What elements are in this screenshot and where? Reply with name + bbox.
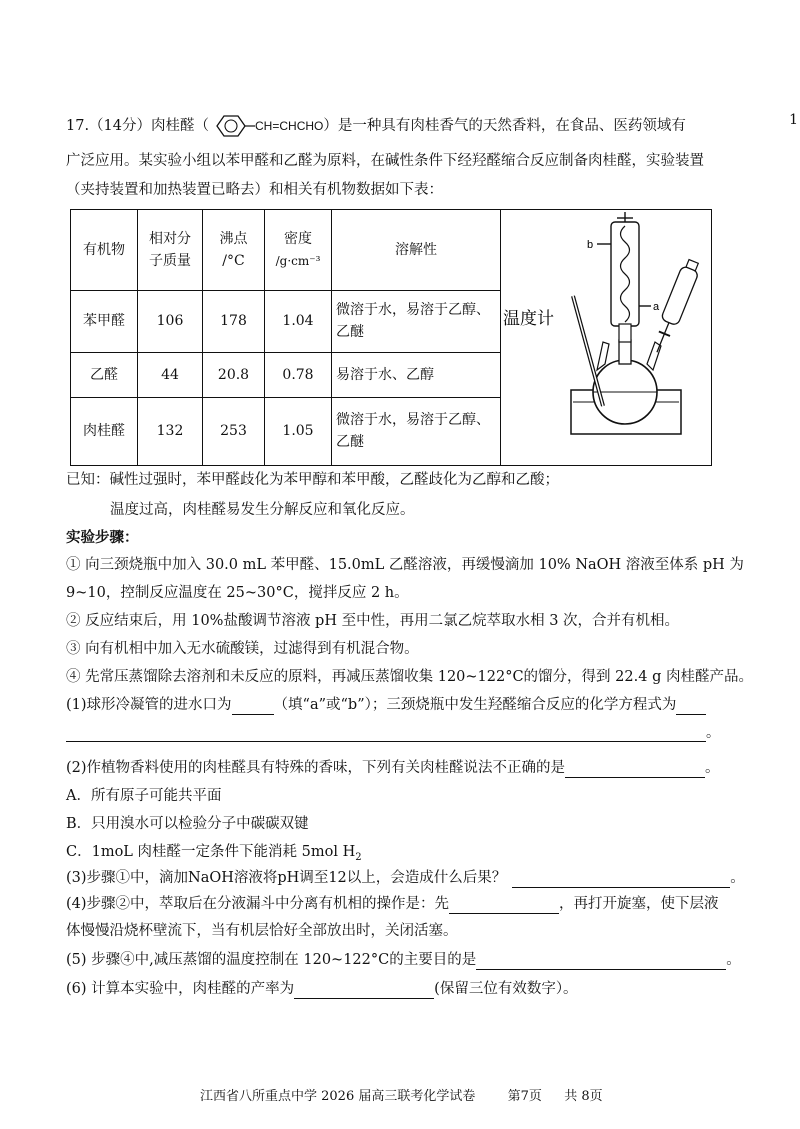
q17-formula-tail: CH=CHCHO	[255, 119, 324, 133]
label-a: a	[653, 301, 660, 313]
thermometer-label: 温度计	[503, 309, 554, 329]
cell-name: 肉桂醛	[71, 397, 138, 465]
cell-density: 0.78	[265, 352, 332, 397]
q17-intro-line	[66, 113, 686, 139]
cell-density: 1.04	[265, 291, 332, 353]
cell-solubility: 微溶于水，易溶于乙醇、 乙醚	[332, 397, 501, 465]
footer-page: 第7页	[507, 1089, 542, 1104]
q2-answer-blank[interactable]	[565, 761, 705, 778]
cell-solubility: 易溶于水、乙醇	[332, 352, 501, 397]
q17-intro-a: 17.（14分）肉桂醛（	[66, 118, 210, 134]
option-c: C．1moL 肉桂醛一定条件下能消耗 5mol $H_2$	[66, 844, 362, 863]
question-5: (5) 步骤④中,减压蒸馏的温度控制在 120~122°C的主要目的是 。	[66, 952, 741, 968]
option-a: A．所有原子可能共平面	[66, 788, 222, 804]
center-neck	[619, 340, 631, 364]
q1-equation-blank[interactable]	[66, 725, 706, 742]
cell-bp: 178	[203, 291, 265, 353]
question-1: (1)球形冷凝管的进水口为 （填“a”或“b”）；三颈烧瓶中发生羟醛缩合反应的化学方程式为	[66, 695, 706, 715]
table-header-row	[71, 210, 712, 291]
header-cell: 密度 /g·cm⁻³	[265, 210, 332, 291]
q17-line3: （夹持装置和加热装置已略去）和相关有机物数据如下表：	[66, 182, 443, 198]
option-b: B．只用溴水可以检验分子中碳碳双键	[66, 816, 309, 832]
cell-bp: 253	[203, 397, 265, 465]
q5-answer-blank[interactable]	[476, 953, 726, 970]
cell-mass: 44	[138, 352, 203, 397]
apparatus-cell	[501, 210, 712, 466]
footer-school: 江西省八所重点中学 2026 届高三联考化学试卷	[200, 1089, 476, 1104]
benzene-ring-icon	[209, 113, 255, 139]
cell-solubility: 微溶于水，易溶于乙醇、 乙醚	[332, 291, 501, 353]
step4: ④ 先常压蒸馏除去溶剂和未反应的原料，再减压蒸馏收集 120~122°C的馏分，得到 22.4 g 肉桂醛产品。	[66, 669, 753, 685]
steps-title: 实验步骤：	[66, 529, 139, 546]
q6-answer-blank[interactable]	[294, 982, 434, 999]
step3: ③ 向有机相中加入无水硫酸镁，过滤得到有机混合物。	[66, 641, 419, 657]
page-edge-char: 1	[789, 112, 798, 128]
step1-line-a: ① 向三颈烧瓶中加入 30.0 mL 苯甲醛、15.0mL 乙醛溶液，再缓慢滴加 10% NaOH 溶液至体系 pH 为	[66, 557, 744, 573]
q3-answer-blank[interactable]	[512, 871, 730, 888]
known-line2: 温度过高，肉桂醛易发生分解反应和氧化反应。	[110, 502, 415, 518]
header-cell: 有机物	[71, 210, 138, 291]
cell-mass: 106	[138, 291, 203, 353]
cell-name: 乙醛	[71, 352, 138, 397]
page-footer	[200, 1085, 603, 1104]
header-cell: 溶解性	[332, 210, 501, 291]
label-b: b	[587, 239, 594, 251]
cell-name: 苯甲醛	[71, 291, 138, 353]
q17-intro-b: ）是一种具有肉桂香气的天然香料，在食品、医药领域有	[323, 118, 686, 134]
q1-equation-blank-start[interactable]	[676, 698, 706, 715]
organic-data-table	[70, 209, 712, 466]
cell-density: 1.05	[265, 397, 332, 465]
q1-answer-blank[interactable]	[232, 698, 274, 715]
header-cell: 相对分 子质量	[138, 210, 203, 291]
question-2: (2)作植物香料使用的肉桂醛具有特殊的香味，下列有关肉桂醛说法不正确的是 。	[66, 760, 720, 776]
known-line1: 已知：碱性过强时，苯甲醛歧化为苯甲醇和苯甲酸，乙醛歧化为乙醇和乙酸；	[66, 472, 559, 488]
question-6: (6) 计算本实验中，肉桂醛的产率为 (保留三位有效数字）。	[66, 981, 578, 997]
apparatus-diagram	[501, 210, 711, 458]
header-cell: 沸点 /°C	[203, 210, 265, 291]
step2: ② 反应结束后，用 10%盐酸调节溶液 pH 至中性，再用二氯乙烷萃取水相 3 次，合并有机相。	[66, 613, 680, 629]
q17-line2: 广泛应用。某实验小组以苯甲醛和乙醛为原料，在碱性条件下经羟醛缩合反应制备肉桂醛，实验装置	[66, 153, 704, 169]
question-4: (4)步骤②中，萃取后在分液漏斗中分离有机相的操作是：先 ，再打开旋塞，使下层液	[66, 896, 719, 912]
cell-bp: 20.8	[203, 352, 265, 397]
question-3: (3)步骤①中，滴加NaOH溶液将pH调至12以上，会造成什么后果？ 。	[66, 870, 745, 886]
footer-total: 共 8页	[564, 1089, 603, 1104]
q4-answer-blank[interactable]	[449, 897, 559, 914]
q1-equation-line: 。	[66, 722, 720, 742]
question-4-cont: 体慢慢沿烧杯壁流下，当有机层恰好全部放出时，关闭活塞。	[66, 923, 458, 939]
cell-mass: 132	[138, 397, 203, 465]
step1-line-b: 9~10，控制反应温度在 25~30°C，搅拌反应 2 h。	[66, 585, 409, 601]
